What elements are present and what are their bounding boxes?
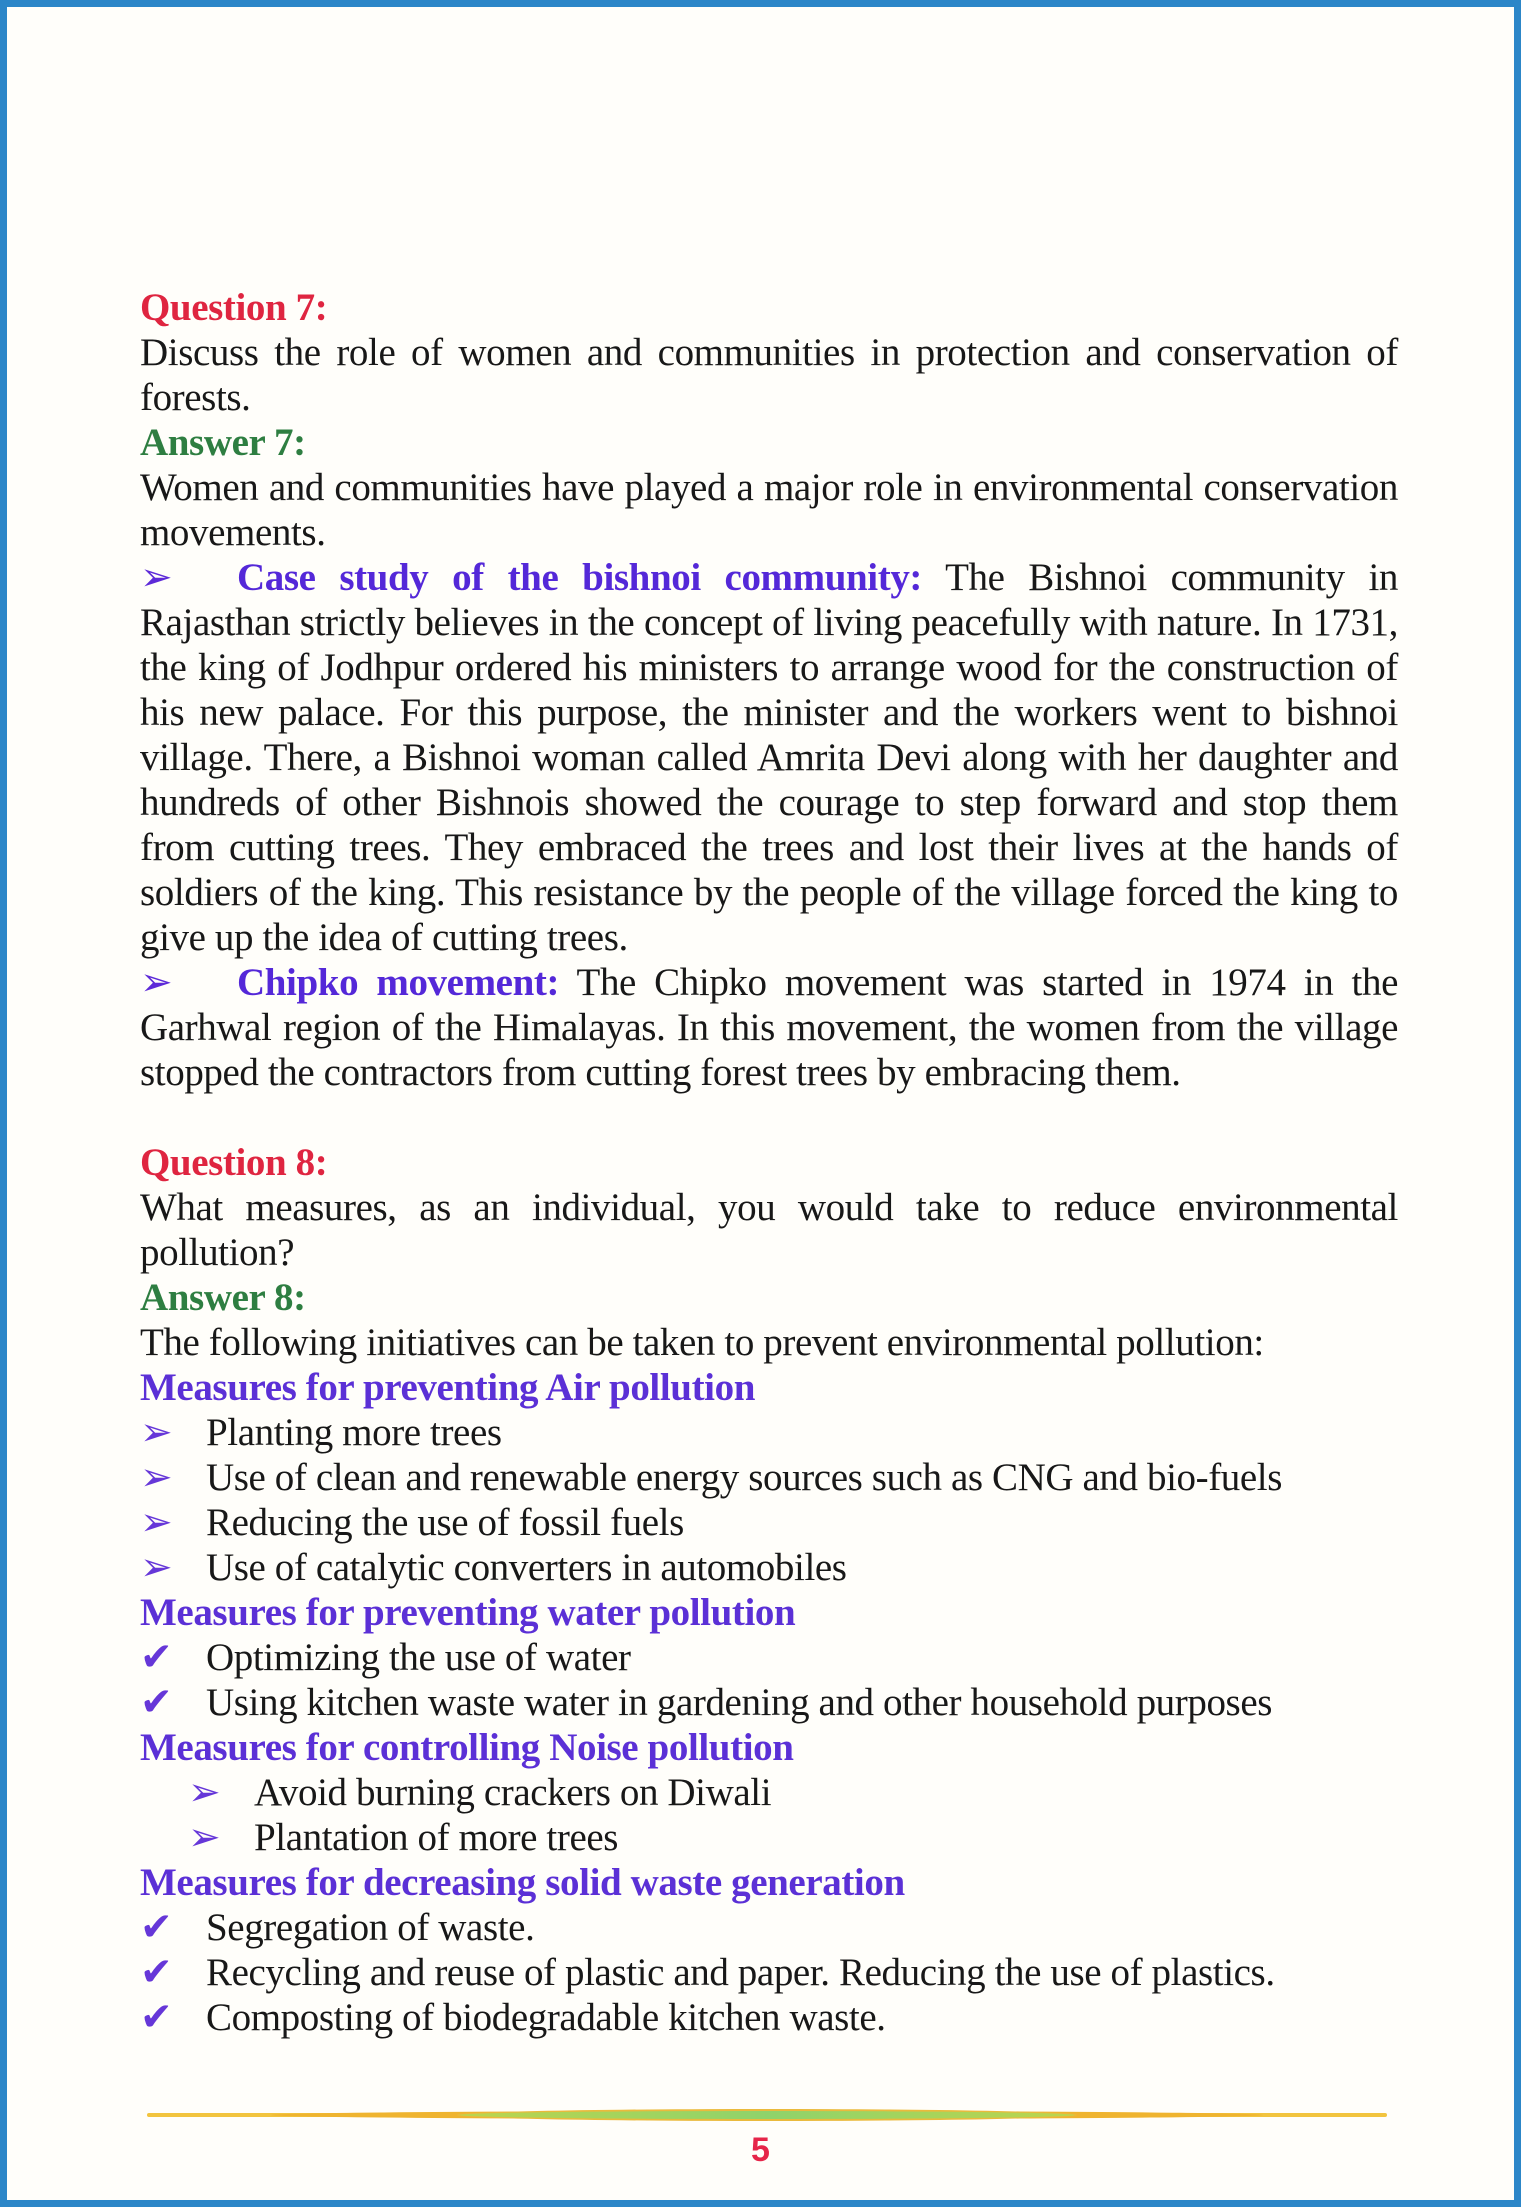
section-heading-solid-waste: Measures for decreasing solid waste generation [140, 1861, 905, 1904]
answer-8-heading: Answer 8: [140, 1276, 306, 1319]
list-item [140, 1500, 1398, 1545]
arrow-bullet-icon: ➢ [140, 556, 173, 599]
check-bullet-icon: ✔ [140, 1906, 173, 1949]
list-item [140, 1410, 1398, 1455]
list-item-text: Using kitchen waste water in gardening and other household purposes [206, 1681, 1273, 1724]
check-bullet-icon: ✔ [140, 1681, 173, 1724]
list-item [140, 1545, 1398, 1590]
decorative-divider [147, 2107, 1387, 2123]
page-content [140, 285, 1398, 2040]
arrow-bullet-icon: ➢ [140, 1456, 173, 1499]
arrow-bullet-icon: ➢ [140, 1501, 173, 1544]
check-bullet-icon: ✔ [140, 1996, 173, 2039]
arrow-bullet-icon: ➢ [140, 961, 173, 1004]
list-item-text: Avoid burning crackers on Diwali [254, 1771, 772, 1814]
list-item-text: Planting more trees [206, 1411, 502, 1454]
answer-8-intro: The following initiatives can be taken to prevent environmental pollution: [140, 1321, 1264, 1364]
list-item [140, 1635, 1398, 1680]
divider-center-lens [457, 2109, 1077, 2121]
list-item-text: Recycling and reuse of plastic and paper. Reducing the use of plastics. [206, 1951, 1275, 1994]
list-item [188, 1815, 1398, 1860]
list-item-text: Optimizing the use of water [206, 1636, 631, 1679]
section-heading-noise-pollution: Measures for controlling Noise pollution [140, 1726, 794, 1769]
list-item-text: Segregation of waste. [206, 1906, 535, 1949]
blank-gap [140, 1095, 1398, 1140]
chipko-text: The Chipko movement was started in 1974 in the Garhwal region of the Himalayas. In this movement, the women from the village stopped the contractors from cutting forest trees by embracing them. [140, 961, 1398, 1094]
list-item [140, 1905, 1398, 1950]
question-7-heading: Question 7: [140, 286, 328, 329]
arrow-bullet-icon: ➢ [188, 1816, 221, 1859]
case-study-paragraph [140, 555, 1398, 960]
check-bullet-icon: ✔ [140, 1951, 173, 1994]
list-item [188, 1770, 1398, 1815]
question-7-text: Discuss the role of women and communities in protection and conservation of forests. [140, 331, 1398, 419]
arrow-bullet-icon: ➢ [140, 1411, 173, 1454]
question-8-heading: Question 8: [140, 1141, 328, 1184]
arrow-bullet-icon: ➢ [188, 1771, 221, 1814]
question-8-text: What measures, as an individual, you would take to reduce environmental pollution? [140, 1186, 1398, 1274]
answer-7-heading: Answer 7: [140, 421, 306, 464]
list-item [140, 1680, 1398, 1725]
section-heading-air-pollution: Measures for preventing Air pollution [140, 1366, 756, 1409]
chipko-paragraph [140, 960, 1398, 1095]
check-bullet-icon: ✔ [140, 1636, 173, 1679]
list-item [140, 1995, 1398, 2040]
list-item-text: Use of catalytic converters in automobiles [206, 1546, 847, 1589]
list-item-text: Use of clean and renewable energy sources such as CNG and bio-fuels [206, 1456, 1283, 1499]
section-heading-water-pollution: Measures for preventing water pollution [140, 1591, 796, 1634]
page-number: 5 [751, 2131, 770, 2169]
case-study-label: Case study of the bishnoi community: [237, 556, 923, 599]
list-item-text: Plantation of more trees [254, 1816, 619, 1859]
chipko-label: Chipko movement: [237, 961, 560, 1004]
list-item-text: Reducing the use of fossil fuels [206, 1501, 684, 1544]
list-item [140, 1950, 1398, 1995]
answer-7-intro: Women and communities have played a major role in environmental conservation movements. [140, 466, 1398, 554]
arrow-bullet-icon: ➢ [140, 1546, 173, 1589]
case-study-text: The Bishnoi community in Rajasthan strictly believes in the concept of living peacefully with nature. In 1731, the king of Jodhpur ordered his ministers to arrange wood for the construction of his new palace. For this purpose, the minister and the workers went to bishnoi village. There, a Bishnoi woman called Amrita Devi along with her daughter and hundreds of other Bishnois showed the courage to step forward and stop them from cutting trees. They embraced the trees and lost their lives at the hands of soldiers of the king. This resistance by the people of the village forced the king to give up the idea of cutting trees. [140, 556, 1398, 959]
list-item [140, 1455, 1398, 1500]
list-item-text: Composting of biodegradable kitchen waste. [206, 1996, 886, 2039]
